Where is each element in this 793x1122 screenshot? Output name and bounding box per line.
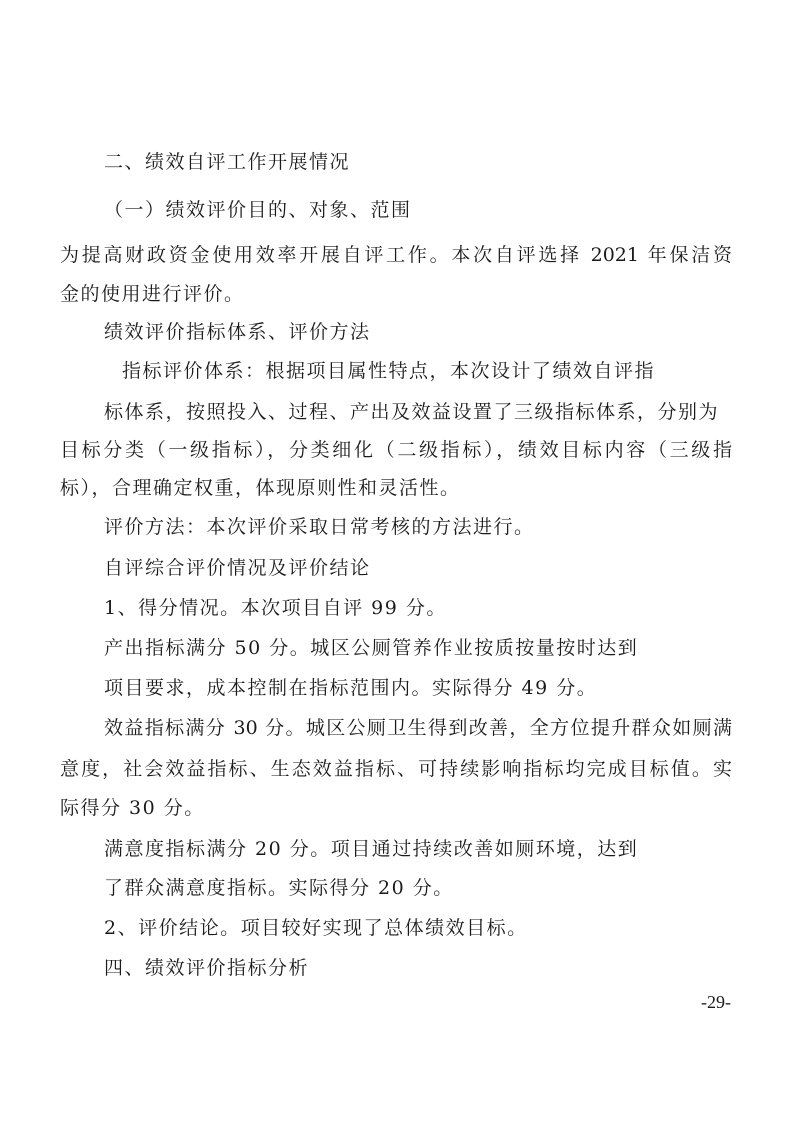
- paragraph-line: 评价方法：本次评价采取日常考核的方法进行。: [104, 516, 535, 538]
- paragraph-line: 意度，社会效益指标、生态效益指标、可持续影响指标均完成目标值。实: [60, 758, 732, 780]
- paragraph-line: 效益指标满分 30 分。城区公厕卫生得到改善，全方位提升群众如厕满: [104, 717, 732, 739]
- subsection-heading-1: （一）绩效评价目的、对象、范围: [104, 199, 412, 221]
- paragraph-line: 了群众满意度指标。实际得分 20 分。: [104, 877, 454, 899]
- paragraph-line: 2、评价结论。项目较好实现了总体绩效目标。: [104, 917, 528, 939]
- paragraph-line: 指标评价体系：根据项目属性特点，本次设计了绩效自评指: [122, 360, 656, 382]
- paragraph-line: 项目要求，成本控制在指标范围内。实际得分 49 分。: [104, 677, 598, 699]
- subheading-line: 自评综合评价情况及评价结论: [104, 557, 371, 579]
- paragraph-line: 满意度指标满分 20 分。项目通过持续改善如厕环境，达到: [104, 838, 639, 860]
- section-heading-2: 二、绩效自评工作开展情况: [104, 151, 351, 173]
- paragraph-line: 目标分类（一级指标），分类细化（二级指标），绩效目标内容（三级指: [60, 439, 732, 461]
- paragraph-line: 际得分 30 分。: [60, 797, 205, 819]
- paragraph-line: 标体系，按照投入、过程、产出及效益设置了三级指标体系，分别为: [104, 401, 720, 423]
- section-heading-4: 四、绩效评价指标分析: [104, 957, 310, 979]
- paragraph-line: 产出指标满分 50 分。城区公厕管养作业按质按量按时达到: [104, 637, 639, 659]
- subheading-line: 绩效评价指标体系、评价方法: [104, 321, 371, 343]
- paragraph-line: 为提高财政资金使用效率开展自评工作。本次自评选择 2021 年保洁资: [60, 244, 732, 266]
- paragraph-line: 标），合理确定权重，体现原则性和灵活性。: [60, 477, 461, 499]
- page-number: -29-: [701, 992, 731, 1012]
- paragraph-line: 金的使用进行评价。: [60, 283, 245, 305]
- paragraph-line: 1、得分情况。本次项目自评 99 分。: [104, 597, 447, 619]
